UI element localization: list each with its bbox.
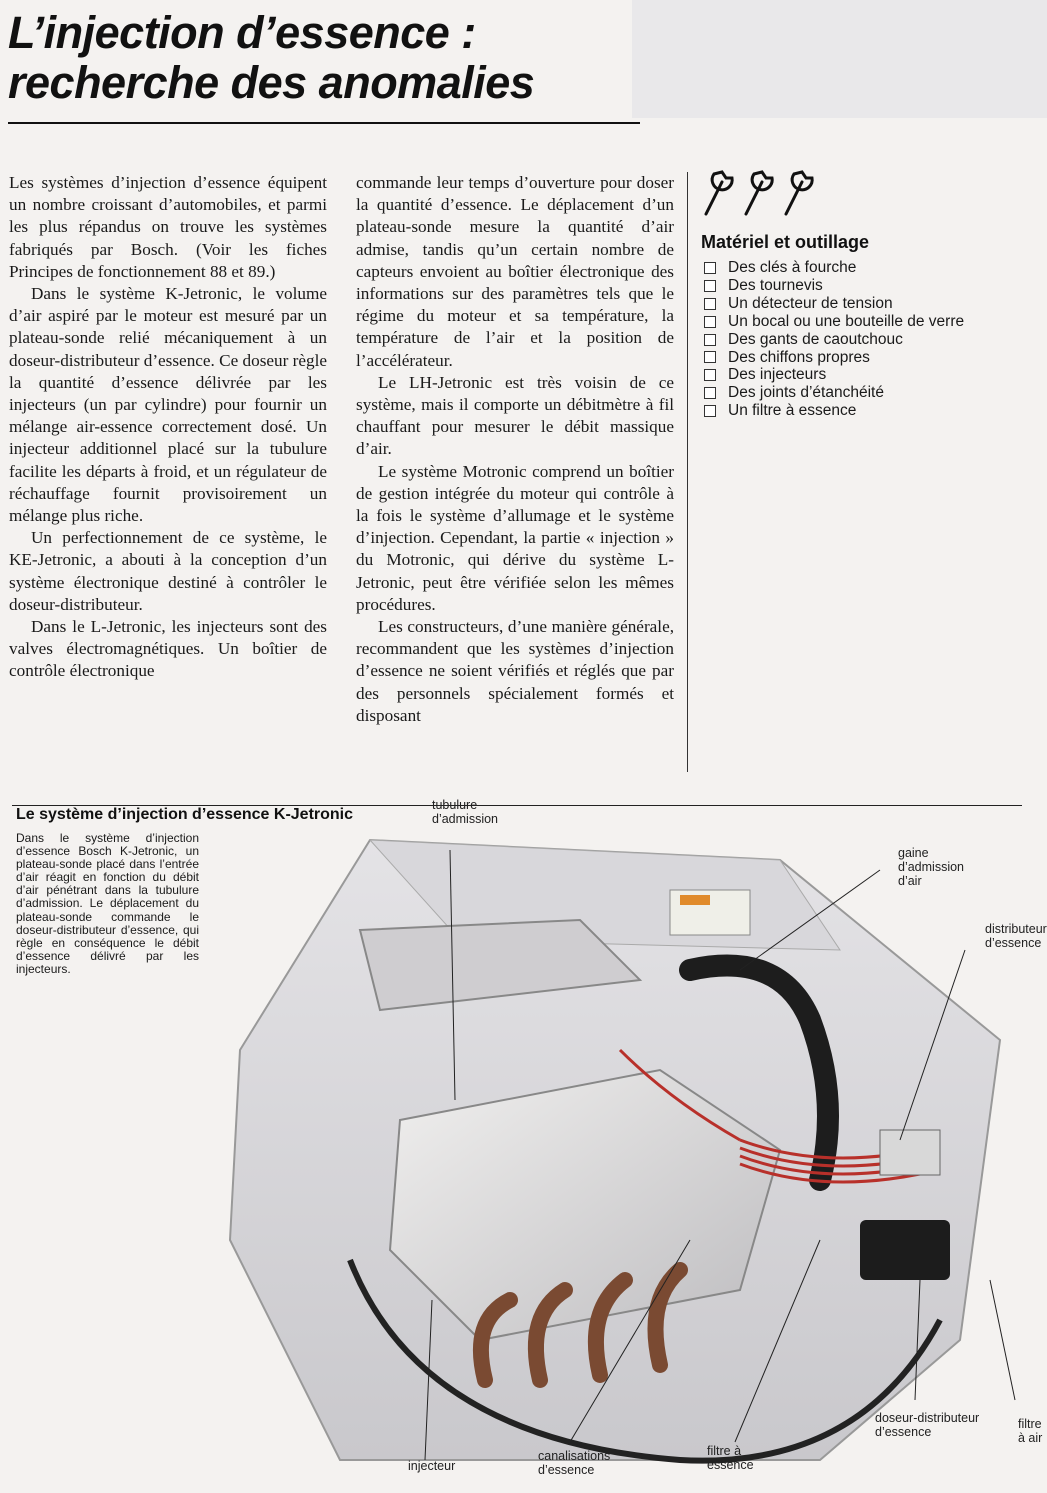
tool-item[interactable]: Des tournevis (700, 277, 1040, 295)
page-title (8, 8, 708, 108)
column-divider (687, 172, 688, 772)
col1-paragraph-3: Un perfectionnement de ce système, le KE-Jetronic, a abouti à la conception d’un système électronique destiné à contrôler le doseur-distributeur. (9, 528, 327, 614)
checkbox[interactable] (704, 280, 716, 292)
label-injecteur: injecteur (408, 1459, 456, 1473)
label-gaine: gaine d’admission d’air (898, 846, 965, 888)
checkbox[interactable] (704, 387, 716, 399)
tool-item[interactable]: Des chiffons propres (700, 349, 1040, 367)
tools-box (700, 160, 1040, 420)
label-distributeur: distributeur d’essence (985, 922, 1047, 950)
tools-heading: Matériel et outillage (701, 232, 870, 252)
checkbox[interactable] (704, 334, 716, 346)
fuel-metering-unit (860, 1220, 950, 1280)
text-column-1 (9, 172, 327, 683)
tools-list (700, 259, 1040, 420)
tool-item[interactable]: Un détecteur de tension (700, 295, 1040, 313)
checkbox[interactable] (704, 316, 716, 328)
col2-paragraph-3: Le système Motronic comprend un boîtier de gestion intégrée du moteur qui contrôle à la fois le système d’allumage et le système d’injection. Cependant, la partie « injection » du Motronic, qui dérive du système L-Jetronic, peut être vérifiée selon les mêmes procédures. (356, 461, 674, 614)
title-underline (8, 122, 640, 124)
tool-item[interactable]: Des gants de caoutchouc (700, 331, 1040, 349)
label-filtre-essence: filtre à essence (707, 1444, 754, 1472)
text-column-2 (356, 172, 674, 727)
title-line-1: L’injection d’essence : (8, 7, 476, 58)
engine-illustration (220, 798, 1047, 1488)
label-tubulure: tubulure d’admission (432, 798, 499, 826)
tool-item[interactable]: Un bocal ou une bouteille de verre (700, 313, 1040, 331)
tool-item[interactable]: Un filtre à essence (700, 402, 1040, 420)
checkbox[interactable] (704, 351, 716, 363)
wrench-icon (700, 160, 820, 220)
title-block (8, 8, 708, 108)
tools-icons (700, 160, 1040, 220)
tool-item[interactable]: Des injecteurs (700, 366, 1040, 384)
checkbox[interactable] (704, 298, 716, 310)
label-canalisations: canalisations d’essence (538, 1449, 611, 1477)
col2-paragraph-1: commande leur temps d’ouverture pour doser la quantité d’essence. Le déplacement d’un plateau-sonde mesure la quantité d’air admise, tandis qu’un certain nombre de capteurs envoient au boîtier électronique des informations sur des paramètres tels que le régime du moteur et sa température, la température de l’air et la position de l’accélérateur. (356, 173, 674, 370)
tool-item[interactable]: Des joints d’étanchéité (700, 384, 1040, 402)
title-line-2: recherche des anomalies (8, 57, 535, 108)
tool-item[interactable]: Des clés à fourche (700, 259, 1040, 277)
fuel-distributor (880, 1130, 940, 1175)
label-doseur: doseur-distributeur d’essence (875, 1411, 980, 1439)
diagram-description: Dans le système d’injection d’essence Bosch K-Jetronic, un plateau-sonde placé dans l’entrée d’air réagit en fonction du débit d’air pénétrant dans la tubulure d’admission. Le déplacement du plateau-sonde commande le doseur-distributeur d’essence, qui règle en conséquence le débit d’essence délivré par les injecteurs. (16, 831, 199, 976)
checkbox[interactable] (704, 369, 716, 381)
engine-drawing (220, 820, 1047, 1488)
label-filtre-air: filtre à air (1018, 1417, 1043, 1445)
checkbox[interactable] (704, 262, 716, 274)
col2-paragraph-2: Le LH-Jetronic est très voisin de ce système, mais il comporte un débitmètre à fil chauffant pour mesurer le débit massique d’air. (356, 372, 674, 459)
diagram-title: Le système d’injection d’essence K-Jetronic (16, 806, 354, 823)
checkbox[interactable] (704, 405, 716, 417)
col1-paragraph-4: Dans le L-Jetronic, les injecteurs sont des valves électromagnétiques. Un boîtier de contrôle électronique (9, 617, 327, 681)
col1-paragraph-2: Dans le système K-Jetronic, le volume d’air aspiré par le moteur est mesuré par un plateau-sonde relié mécaniquement à un doseur-distributeur d’essence. Ce doseur règle la quantité d’essence délivrée par les injecteurs (un par cylindre) pour fournir un mélange air-essence correctement dosé. Un injecteur additionnel placé sur la tubulure facilite les départs à froid, et un régulateur de réchauffage fournit provisoirement un mélange plus riche. (9, 284, 327, 526)
col2-paragraph-4: Les constructeurs, d’une manière générale, recommandent que les systèmes d’injection d’essence ne soient vérifiés et réglés que par des personnels spécialement formés et disposant (356, 617, 674, 725)
col1-paragraph-1: Les systèmes d’injection d’essence équipent un nombre croissant d’automobiles, et parmi les plus répandus on trouve les systèmes fabriqués par Bosch. (Voir les fiches Principes de fonctionnement 88 et 89.) (9, 173, 327, 281)
